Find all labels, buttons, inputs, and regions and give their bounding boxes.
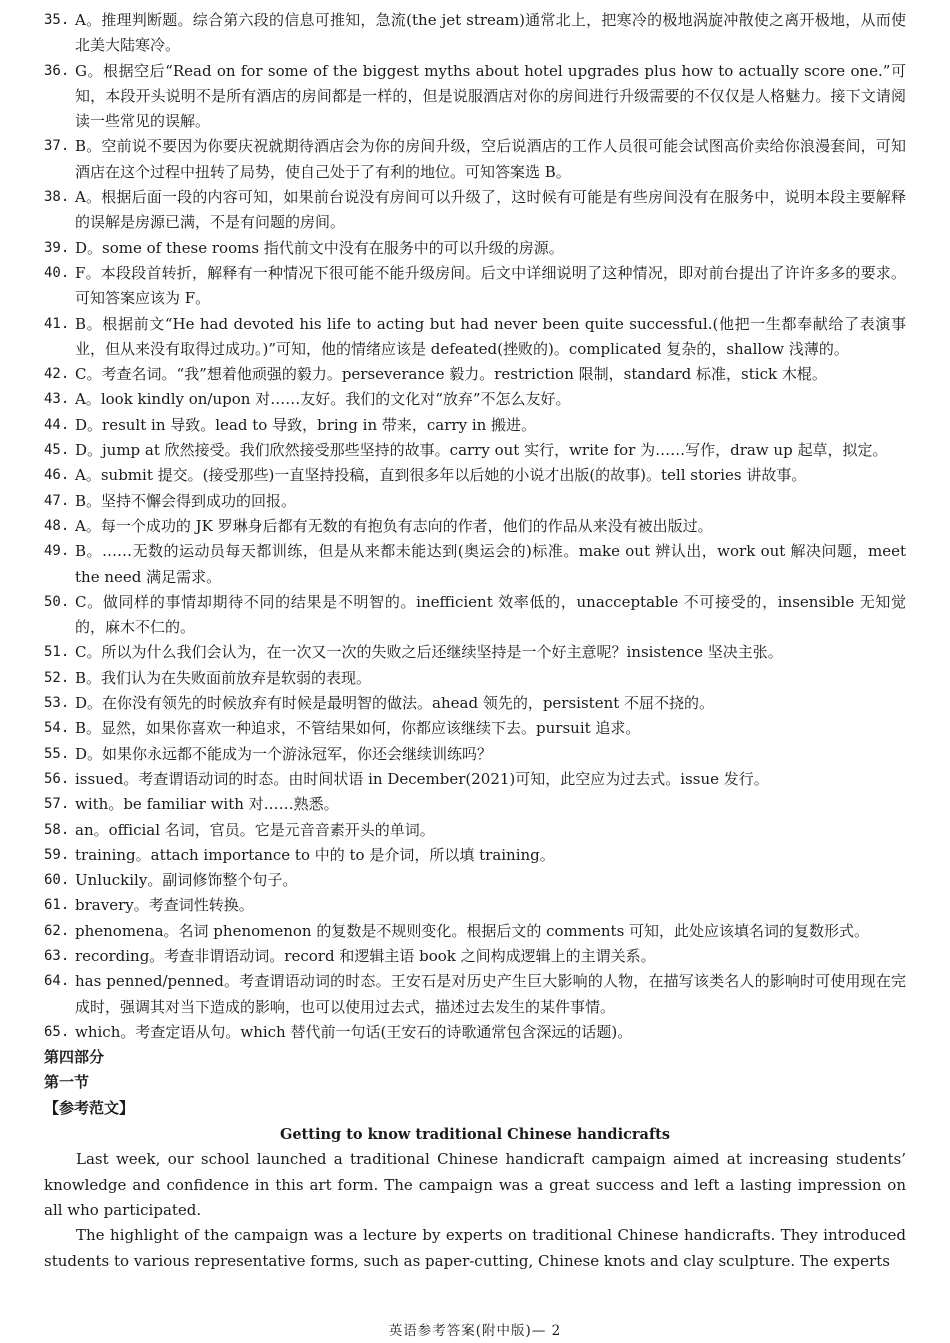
answer-number: 41. <box>44 315 70 332</box>
answer-item <box>44 843 906 868</box>
answer-item <box>44 362 906 387</box>
answer-item <box>44 185 906 236</box>
answer-text: bravery。考查词性转换。 <box>75 896 254 915</box>
answer-item <box>44 767 906 792</box>
answer-item <box>44 919 906 944</box>
answer-text: A。每一个成功的 JK 罗琳身后都有无数的有抱负有志向的作者，他们的作品从来没有被出版过。 <box>75 516 713 535</box>
answer-text: Unluckily。副词修饰整个句子。 <box>75 871 298 890</box>
answer-number: 36. <box>44 62 70 79</box>
answer-item <box>44 438 906 463</box>
answer-item <box>44 312 906 363</box>
answer-number: 53. <box>44 695 70 712</box>
answer-number: 44. <box>44 416 70 433</box>
answer-number: 37. <box>44 138 70 155</box>
answer-item <box>44 59 906 135</box>
answer-item <box>44 590 906 641</box>
answer-item <box>44 539 906 590</box>
answer-item <box>44 261 906 312</box>
section-subpart-heading: 第一节 <box>44 1073 90 1092</box>
answer-number: 63. <box>44 947 70 964</box>
answer-item <box>44 818 906 843</box>
answer-number: 42. <box>44 366 70 383</box>
answer-item <box>44 413 906 438</box>
answer-text: B。……无数的运动员每天都训练，但是从来都未能达到(奥运会的)标准。make out 辨认出，work out 解决问题，meet the need 满足需求。 <box>75 542 906 586</box>
answer-item <box>44 969 906 1020</box>
answer-text: an。official 名词，官员。它是元音音素开头的单词。 <box>75 820 435 839</box>
answer-text: G。根据空后“Read on for some of the biggest myths about hotel upgrades plus how to actually score one.”可知，本段开头说明不是所有酒店的房间都是一样的，但是说服酒店对你的房间进行升级需要的不仅仅是人格魅力。接下文请阅读一些常见的误解。 <box>75 61 906 131</box>
answer-text: B。显然，如果你喜欢一种追求，不管结果如何，你都应该继续下去。pursuit 追求。 <box>75 719 641 738</box>
answer-number: 46. <box>44 467 70 484</box>
answer-number: 58. <box>44 821 70 838</box>
answer-number: 62. <box>44 922 70 939</box>
answer-text: issued。考查谓语动词的时态。由时间状语 in December(2021)可知，此空应为过去式。issue 发行。 <box>75 769 769 788</box>
essay-paragraph: Last week, our school launched a traditional Chinese handicraft campaign aimed at increasing students’ knowledge and confidence in this art form. The campaign was a great success and left a lasting impression on all who participated. <box>44 1150 906 1219</box>
answer-number: 54. <box>44 720 70 737</box>
answer-number: 65. <box>44 1023 70 1040</box>
answer-text: A。推理判断题。综合第六段的信息可推知，急流(the jet stream)通常北上，把寒冷的极地涡旋冲散使之离开极地，从而使北美大陆寒冷。 <box>75 11 906 55</box>
answer-number: 35. <box>44 12 70 28</box>
answer-text: D。some of these rooms 指代前文中没有在服务中的可以升级的房源。 <box>75 238 564 257</box>
answer-text: B。坚持不懈会得到成功的回报。 <box>75 491 297 510</box>
answer-number: 64. <box>44 973 70 990</box>
answer-item <box>44 792 906 817</box>
answer-text: B。我们认为在失败面前放弃是软弱的表现。 <box>75 668 372 687</box>
answer-text: recording。考查非谓语动词。record 和逻辑主语 book 之间构成逻辑上的主谓关系。 <box>75 946 656 965</box>
answer-text: with。be familiar with 对……熟悉。 <box>75 795 339 814</box>
answer-text: training。attach importance to 中的 to 是介词，所以填 training。 <box>75 845 555 864</box>
answer-item <box>44 640 906 665</box>
answer-item <box>44 489 906 514</box>
page-footer: 英语参考答案(附中版)— 2 <box>388 1323 562 1339</box>
answer-text: C。考查名词。“我”想着他顽强的毅力。perseverance 毅力。restriction 限制，standard 标准，stick 木棍。 <box>75 365 827 384</box>
answer-item <box>44 514 906 539</box>
answer-text: A。根据后面一段的内容可知，如果前台说没有房间可以升级了，这时候有可能是有些房间没有在服务中，说明本段主要解释的误解是房源已满，不是有问题的房间。 <box>75 188 906 232</box>
answer-item <box>44 236 906 261</box>
answer-text: phenomena。名词 phenomenon 的复数是不规则变化。根据后文的 comments 可知，此处应该填名词的复数形式。 <box>75 921 870 940</box>
answer-number: 61. <box>44 897 70 914</box>
answer-number: 38. <box>44 189 70 206</box>
answer-item <box>44 742 906 767</box>
answer-text: B。空前说不要因为你要庆祝就期待酒店会为你的房间升级，空后说酒店的工作人员很可能会试图高价卖给你浪漫套间，可知酒店在这个过程中扭转了局势，使自己处于了有利的地位。可知答案选 B。 <box>75 137 906 181</box>
answer-text: has penned/penned。考查谓语动词的时态。王安石是对历史产生巨大影响的人物，在描写该类名人的影响时可使用现在完成时，强调其对当下造成的影响，也可以使用过去式，描述过去发生的某件事情。 <box>75 972 906 1016</box>
essay-paragraph: The highlight of the campaign was a lecture by experts on traditional Chinese handicrafts. They introduced students to various representative forms, such as paper-cutting, Chinese knots and clay sculpture. The experts <box>44 1226 906 1270</box>
answer-text: F。本段段首转折，解释有一种情况下很可能不能升级房间。后文中详细说明了这种情况，即对前台提出了许许多多的要求。可知答案应该为 F。 <box>75 263 906 308</box>
section-part-heading: 第四部分 <box>44 1048 105 1067</box>
answer-number: 52. <box>44 669 70 686</box>
answer-number: 56. <box>44 770 70 787</box>
answer-item <box>44 666 906 691</box>
answer-number: 47. <box>44 492 70 509</box>
answer-text: D。jump at 欣然接受。我们欣然接受那些坚持的故事。carry out 实行，write for 为……写作，draw up 起草，拟定。 <box>75 441 888 460</box>
answer-text: which。考查定语从句。which 替代前一句话(王安石的诗歌通常包含深远的话题)。 <box>75 1022 633 1041</box>
answer-number: 60. <box>44 872 70 889</box>
answer-text: D。如果你永远都不能成为一个游泳冠军，你还会继续训练吗？ <box>75 744 493 763</box>
answer-list <box>44 8 906 1045</box>
answer-number: 45. <box>44 442 70 459</box>
answer-number: 43. <box>44 391 70 408</box>
answer-number: 40. <box>44 264 70 281</box>
answer-item <box>44 716 906 741</box>
answer-number: 59. <box>44 846 70 863</box>
answer-item <box>44 868 906 893</box>
answer-item <box>44 893 906 918</box>
answer-text: A。submit 提交。(接受那些)一直坚持投稿，直到很多年以后她的小说才出版(的故事)。tell stories 讲故事。 <box>75 466 807 485</box>
essay-title: Getting to know traditional Chinese handicrafts <box>279 1126 671 1144</box>
answer-item <box>44 944 906 969</box>
answer-item <box>44 463 906 488</box>
answer-number: 55. <box>44 745 70 762</box>
answer-number: 48. <box>44 517 70 534</box>
answer-number: 50. <box>44 593 70 610</box>
answer-text: D。在你没有领先的时候放弃有时候是最明智的做法。ahead 领先的，persistent 不屈不挠的。 <box>75 694 715 713</box>
answer-text: C。所以为什么我们会认为，在一次又一次的失败之后还继续坚持是一个好主意呢？insistence 坚决主张。 <box>75 643 783 662</box>
answer-item <box>44 134 906 185</box>
answer-number: 49. <box>44 543 70 560</box>
answer-number: 57. <box>44 796 70 813</box>
answer-number: 51. <box>44 644 70 661</box>
answer-item <box>44 8 906 59</box>
answer-text: C。做同样的事情却期待不同的结果是不明智的。inefficient 效率低的，unacceptable 不可接受的，insensible 无知觉的，麻木不仁的。 <box>75 592 906 637</box>
answer-item <box>44 387 906 412</box>
answer-text: D。result in 导致。lead to 导致，bring in 带来，carry in 搬进。 <box>75 415 537 434</box>
answer-number: 39. <box>44 239 70 256</box>
answer-text: A。look kindly on/upon 对……友好。我们的文化对“放弃”不怎么友好。 <box>75 390 571 409</box>
answer-item <box>44 1020 906 1045</box>
answer-text: B。根据前文“He had devoted his life to acting but had never been quite successful.(他把一生都奉献给了表演事业，但从来没有取得过成功。)”可知，他的情绪应该是 defeated(挫败的)。complicated 复杂的，shallow 浅薄的。 <box>75 314 906 358</box>
answer-item <box>44 691 906 716</box>
sample-essay-label: 【参考范文】 <box>44 1098 135 1117</box>
